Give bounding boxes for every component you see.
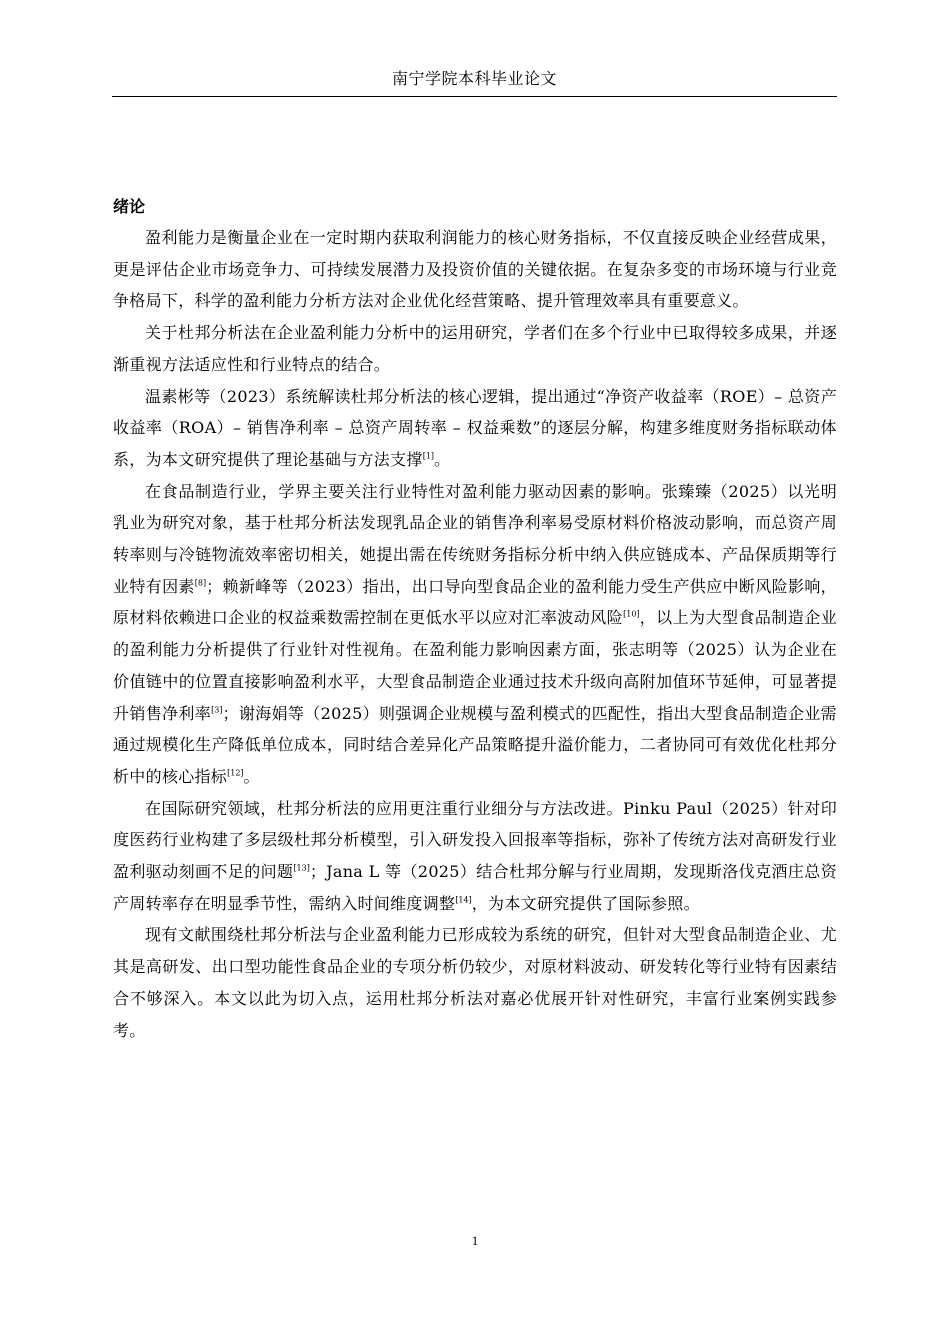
section-heading: 绪论 (113, 197, 146, 216)
paragraph-3 (113, 381, 837, 476)
paragraph-5 (113, 793, 837, 920)
page-content (113, 193, 837, 1046)
citation-marker: [1] (422, 451, 435, 461)
paragraph-text: 。 (434, 449, 451, 469)
paragraph-text: 在食品制造行业，学界主要关注行业特性对盈利能力驱动因素的影响。张臻臻（2025）以光明乳业为研究对象，基于杜邦分析法发现乳品企业的销售净利率易受原材料价格波动影响，而总资产周转率则与冷链物流效率密切相关，她提出需在传统财务指标分析中纳入供应链成本、产品保质期等行业特有因素 (113, 481, 837, 596)
paragraph-text: 盈利能力是衡量企业在一定时期内获取利润能力的核心财务指标，不仅直接反映企业经营成果，更是评估企业市场竞争力、可持续发展潜力及投资价值的关键依据。在复杂多变的市场环境与行业竞争格局下，科学的盈利能力分析方法对企业优化经营策略、提升管理效率具有重要意义。 (113, 228, 837, 311)
paragraph-text: 现有文献围绕杜邦分析法与企业盈利能力已形成较为系统的研究，但针对大型食品制造企业、尤其是高研发、出口型功能性食品企业的专项分析仍较少，对原材料波动、研发转化等行业特有因素结合不够深入。本文以此为切入点，运用杜邦分析法对嘉必优展开针对性研究，丰富行业案例实践参考。 (113, 925, 837, 1040)
citation-marker: [10] (623, 610, 640, 620)
paragraph-text: ；赖新峰等（2023）指出，出口导向型食品企业的盈利能力受生产供应中断风险影响，原材料依赖进口企业的权益乘数需控制在更低水平以应对汇率波动风险 (113, 576, 837, 628)
citation-marker: [14] (455, 895, 472, 905)
paragraph-text: ，以上为大型食品制造企业的盈利能力分析提供了行业针对性视角。在盈利能力影响因素方面，张志明等（2025）认为企业在价值链中的位置直接影响盈利水平，大型食品制造企业通过技术升级向高附加值环节延伸，可显著提升销售净利率 (113, 608, 837, 723)
paragraph-text: 。 (243, 766, 260, 786)
header-title: 南宁学院本科毕业论文 (391, 69, 557, 88)
paragraph-1 (113, 222, 837, 317)
citation-marker: [12] (227, 768, 244, 778)
paragraph-text: 关于杜邦分析法在企业盈利能力分析中的运用研究，学者们在多个行业中已取得较多成果，并逐渐重视方法适应性和行业特点的结合。 (113, 323, 837, 374)
page-header (112, 66, 837, 97)
paragraph-text: 在国际研究领域，杜邦分析法的应用更注重行业细分与方法改进。Pinku Paul（2025）针对印度医药行业构建了多层级杜邦分析模型，引入研发投入回报率等指标，弥补了传统方法对高研发行业盈利驱动刻画不足的问题 (113, 798, 837, 882)
citation-marker: [3] (211, 705, 223, 715)
page-footer (0, 1233, 950, 1249)
citation-marker: [8] (194, 578, 207, 588)
paragraph-text: 温素彬等（2023）系统解读杜邦分析法的核心逻辑，提出通过“净资产收益率（ROE）– 总资产收益率（ROA）– 销售净利率 – 总资产周转率 – 权益乘数”的逐层分解，构建多维度财务指标联动体系，为本文研究提供了理论基础与方法支撑 (113, 386, 837, 469)
paragraph-6 (113, 919, 837, 1046)
page-number: 1 (471, 1233, 479, 1248)
paragraph-4 (113, 476, 837, 793)
citation-marker: [13] (293, 863, 310, 873)
paragraph-2 (113, 317, 837, 380)
paragraph-text: ，为本文研究提供了国际参照。 (471, 893, 700, 913)
paragraph-text: ；Jana L 等（2025）结合杜邦分解与行业周期，发现斯洛伐克酒庄总资产周转率存在明显季节性，需纳入时间维度调整 (113, 862, 837, 913)
paragraph-text: ；谢海娟等（2025）则强调企业规模与盈利模式的匹配性，指出大型食品制造企业需通过规模化生产降低单位成本，同时结合差异化产品策略提升溢价能力，二者协同可有效优化杜邦分析中的核心指标 (113, 703, 837, 786)
